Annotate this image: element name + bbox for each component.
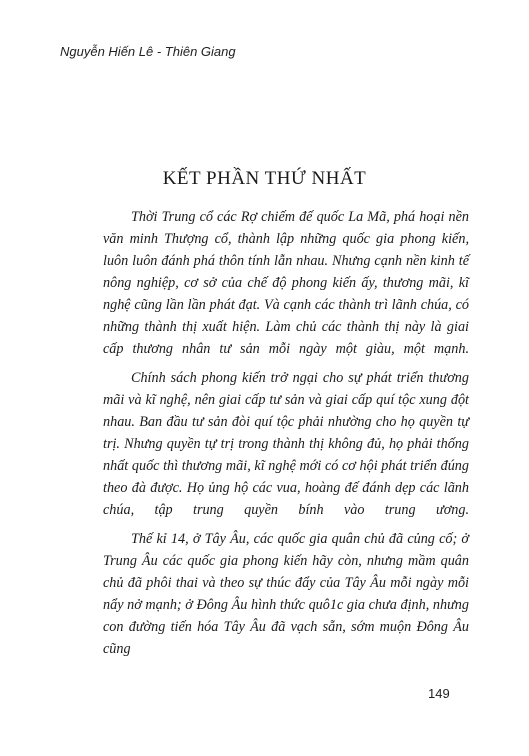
chapter-title: KẾT PHẦN THỨ NHẤT	[162, 168, 367, 189]
paragraph-1: Thời Trung cổ các Rợ chiếm đế quốc La Mã, phá hoại nền văn minh Thượng cổ, thành lập những quốc gia phong kiến, luôn luôn đánh phá thôn tính lẫn nhau. Nhưng cạnh nền kinh tế nông nghiệp, cơ sở của chế độ phong kiến ấy, thương mãi, kĩ nghệ cũng lần lần phát đạt. Và cạnh các thành trì lãnh chúa, có những thành thị xuất hiện. Làm chủ các thành thị này là giai cấp thương nhân tư sản mỗi ngày một giàu, một mạnh.	[103, 209, 469, 357]
body-text	[103, 206, 469, 660]
page-number: 149	[428, 686, 450, 701]
paragraph-3: Thế kỉ 14, ở Tây Âu, các quốc gia quân chủ đã củng cố; ở Trung Âu các quốc gia phong kiến hãy còn, nhưng mầm quân chủ đã phôi thai và theo sự thúc đẩy của Tây Âu mỗi ngày mỗi nẩy nở mạnh; ở Đông Âu hình thức quô1c gia chưa định, nhưng con đường tiến hóa Tây Âu đã vạch sẵn, sớm muộn Đông Âu cũng	[103, 531, 469, 657]
running-header: Nguyễn Hiến Lê - Thiên Giang	[60, 44, 236, 59]
paragraph-2: Chính sách phong kiến trở ngại cho sự phát triển thương mãi và kĩ nghệ, nên giai cấp tư sản và giai cấp quí tộc xung đột nhau. Ban đầu tư sản đòi quí tộc phải nhường cho họ quyền tự trị. Nhưng quyền tự trị trong thành thị không đủ, họ phải thống nhất quốc thì thương mãi, kĩ nghệ mới có cơ hội phát triển đúng theo đà được. Họ ủng hộ các vua, hoàng đế đánh dẹp các lãnh chúa, tập trung quyền bính vào trung ương.	[103, 370, 469, 518]
